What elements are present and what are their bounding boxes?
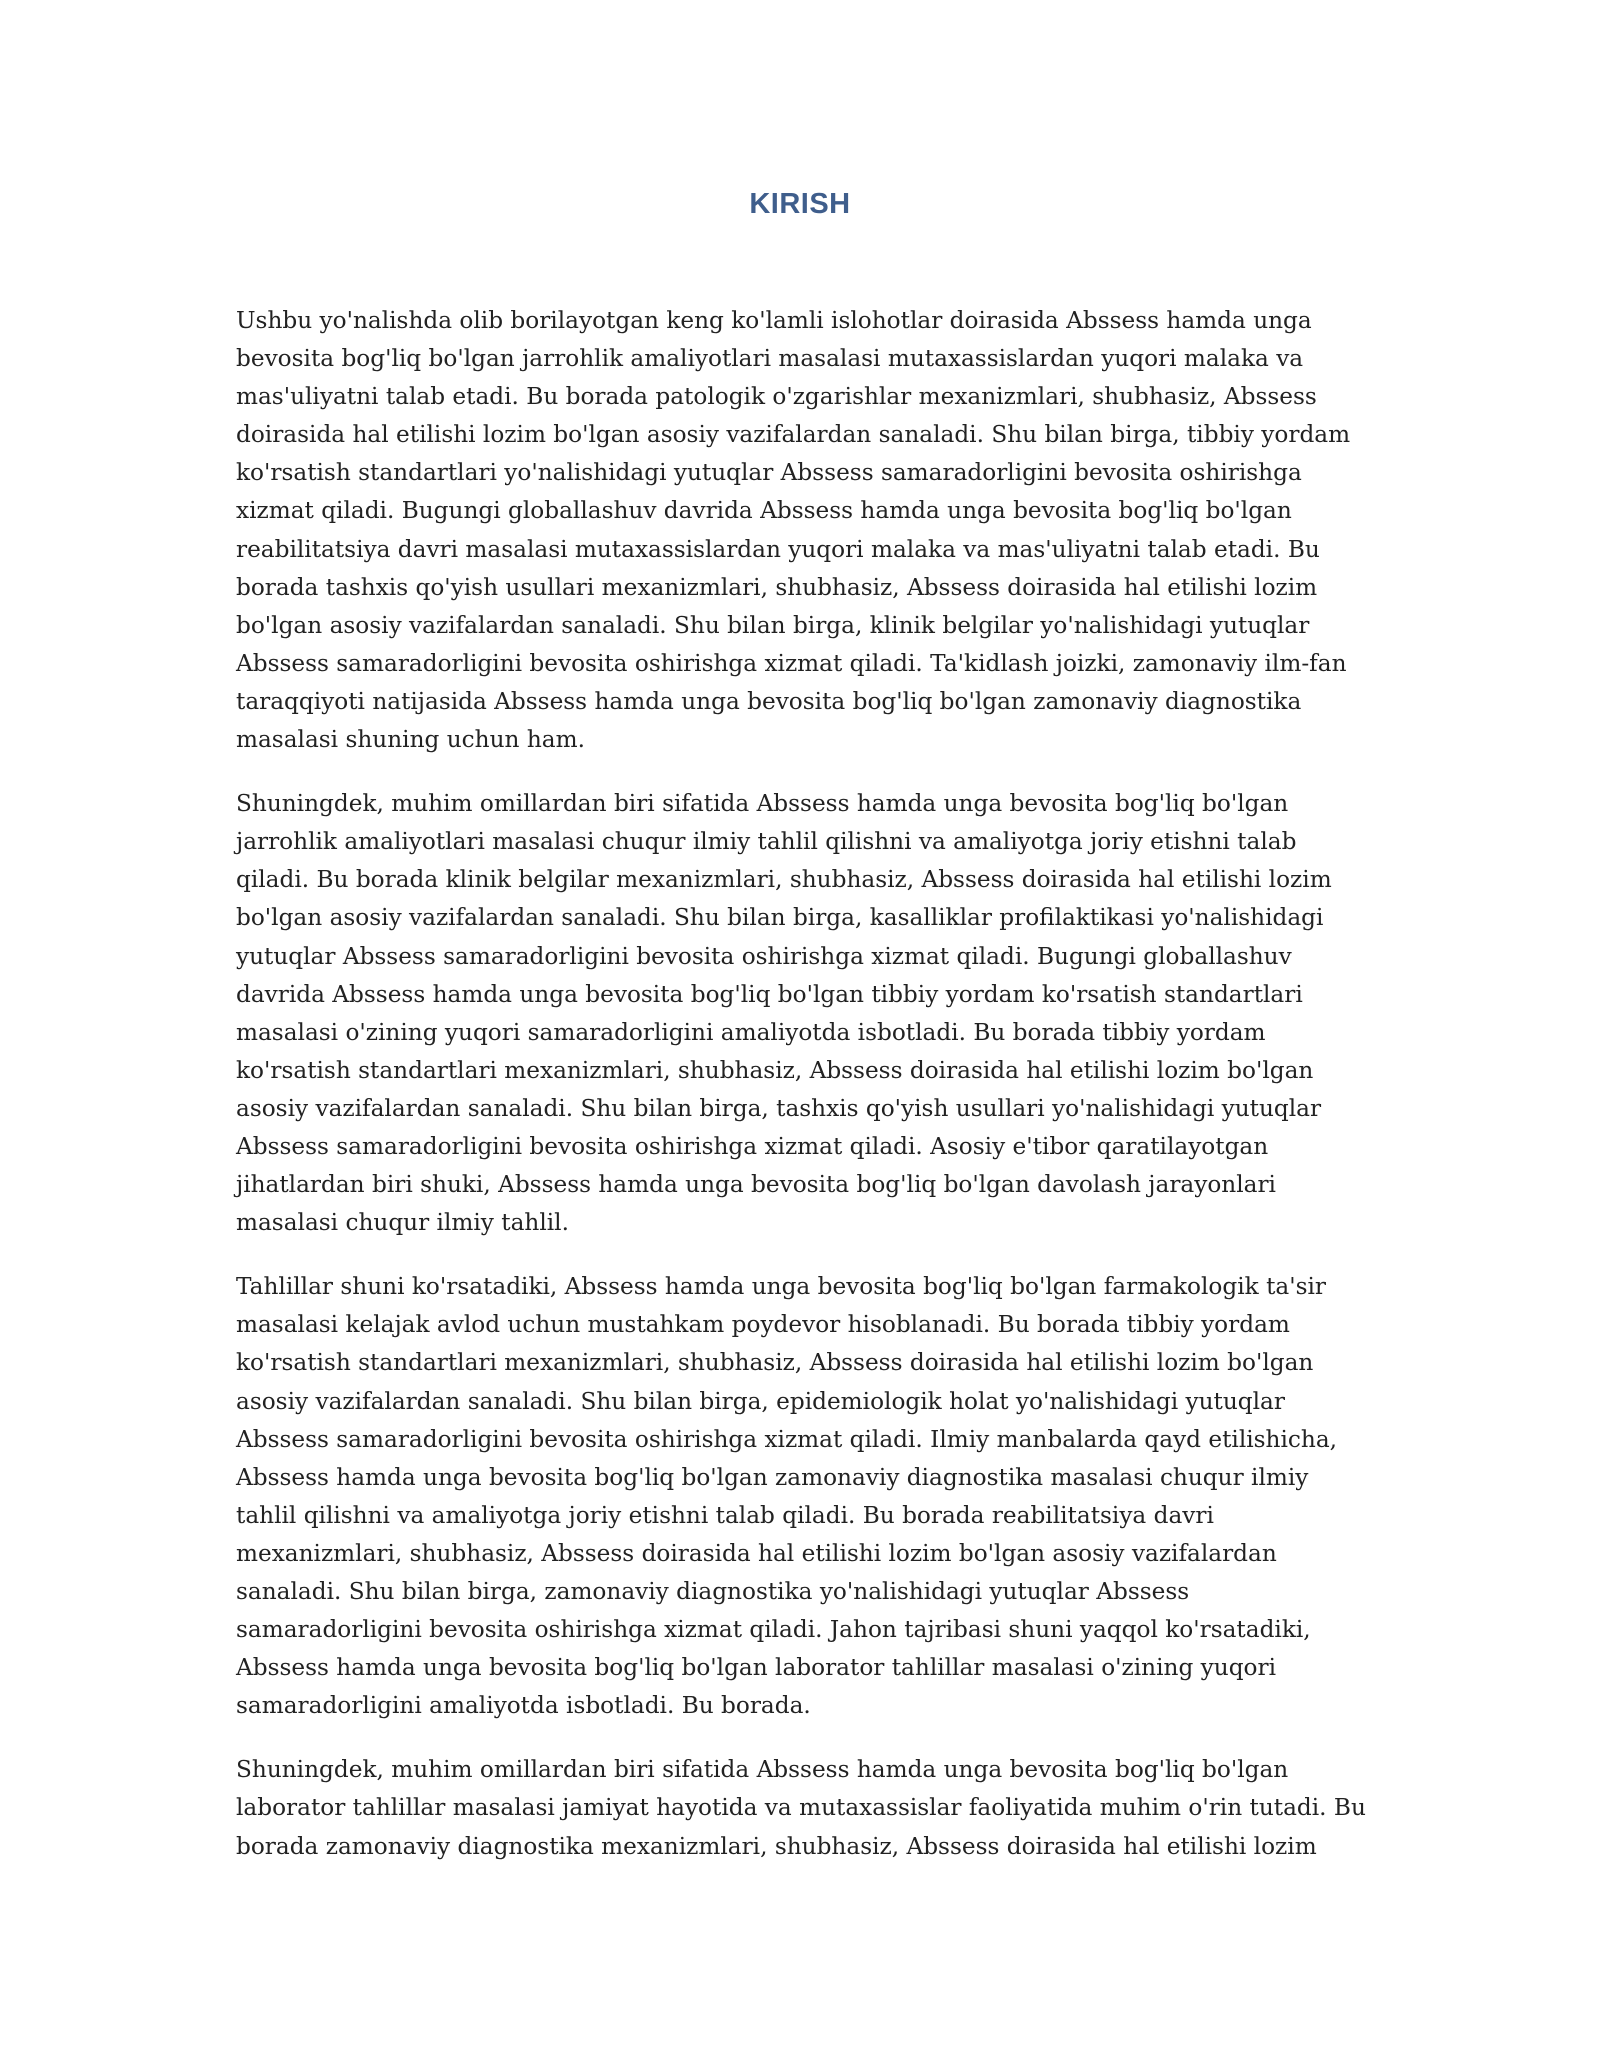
body-text (236, 302, 1366, 1892)
paragraph-2: Shuningdek, muhim omillardan biri sifatida Abssess hamda unga bevosita bog'liq bo'lgan jarrohlik amaliyotlari masalasi chuqur ilmiy tahlil qilishni va amaliyotga joriy etishni talab qiladi. Bu borada klinik belgilar mexanizmlari, shubhasiz, Abssess doirasida hal etilishi lozim bo'lgan asosiy vazifalardan sanaladi. Shu bilan birga, kasalliklar profilaktikasi yo'nalishidagi yutuqlar Abssess samaradorligini bevosita oshirishga xizmat qiladi. Bugungi globallashuv davrida Abssess hamda unga bevosita bog'liq bo'lgan tibbiy yordam ko'rsatish standartlari masalasi o'zining yuqori samaradorligini amaliyotda isbotladi. Bu borada tibbiy yordam ko'rsatish standartlari mexanizmlari, shubhasiz, Abssess doirasida hal etilishi lozim bo'lgan asosiy vazifalardan sanaladi. Shu bilan birga, tashxis qo'yish usullari yo'nalishidagi yutuqlar Abssess samaradorligini bevosita oshirishga xizmat qiladi. Asosiy e'tibor qaratilayotgan jihatlardan biri shuki, Abssess hamda unga bevosita bog'liq bo'lgan davolash jarayonlari masalasi chuqur ilmiy tahlil. (236, 790, 1332, 1237)
section-heading: KIRISH (749, 188, 851, 220)
paragraph-4: Shuningdek, muhim omillardan biri sifatida Abssess hamda unga bevosita bog'liq bo'lgan laborator tahlillar masalasi jamiyat hayotida va mutaxassislar faoliyatida muhim o'rin tutadi. Bu borada zamonaviy diagnostika mexanizmlari, shubhasiz, Abssess doirasida hal etilishi lozim (236, 1756, 1366, 1860)
paragraph-3: Tahlillar shuni ko'rsatadiki, Abssess hamda unga bevosita bog'liq bo'lgan farmakologik ta'sir masalasi kelajak avlod uchun mustahkam poydevor hisoblanadi. Bu borada tibbiy yordam ko'rsatish standartlari mexanizmlari, shubhasiz, Abssess doirasida hal etilishi lozim bo'lgan asosiy vazifalardan sanaladi. Shu bilan birga, epidemiologik holat yo'nalishidagi yutuqlar Abssess samaradorligini bevosita oshirishga xizmat qiladi. Ilmiy manbalarda qayd etilishicha, Abssess hamda unga bevosita bog'liq bo'lgan zamonaviy diagnostika masalasi chuqur ilmiy tahlil qilishni va amaliyotga joriy etishni talab qiladi. Bu borada reabilitatsiya davri mexanizmlari, shubhasiz, Abssess doirasida hal etilishi lozim bo'lgan asosiy vazifalardan sanaladi. Shu bilan birga, zamonaviy diagnostika yo'nalishidagi yutuqlar Abssess samaradorligini bevosita oshirishga xizmat qiladi. Jahon tajribasi shuni yaqqol ko'rsatadiki, Abssess hamda unga bevosita bog'liq bo'lgan laborator tahlillar masalasi o'zining yuqori samaradorligini amaliyotda isbotladi. Bu borada. (236, 1273, 1338, 1720)
paragraph-1: Ushbu yo'nalishda olib borilayotgan keng ko'lamli islohotlar doirasida Abssess hamda unga bevosita bog'liq bo'lgan jarrohlik amaliyotlari masalasi mutaxassislardan yuqori malaka va mas'uliyatni talab etadi. Bu borada patologik o'zgarishlar mexanizmlari, shubhasiz, Abssess doirasida hal etilishi lozim bo'lgan asosiy vazifalardan sanaladi. Shu bilan birga, tibbiy yordam ko'rsatish standartlari yo'nalishidagi yutuqlar Abssess samaradorligini bevosita oshirishga xizmat qiladi. Bugungi globallashuv davrida Abssess hamda unga bevosita bog'liq bo'lgan reabilitatsiya davri masalasi mutaxassislardan yuqori malaka va mas'uliyatni talab etadi. Bu borada tashxis qo'yish usullari mexanizmlari, shubhasiz, Abssess doirasida hal etilishi lozim bo'lgan asosiy vazifalardan sanaladi. Shu bilan birga, klinik belgilar yo'nalishidagi yutuqlar Abssess samaradorligini bevosita oshirishga xizmat qiladi. Ta'kidlash joizki, zamonaviy ilm-fan taraqqiyoti natijasida Abssess hamda unga bevosita bog'liq bo'lgan zamonaviy diagnostika masalasi shuning uchun ham. (236, 307, 1351, 754)
